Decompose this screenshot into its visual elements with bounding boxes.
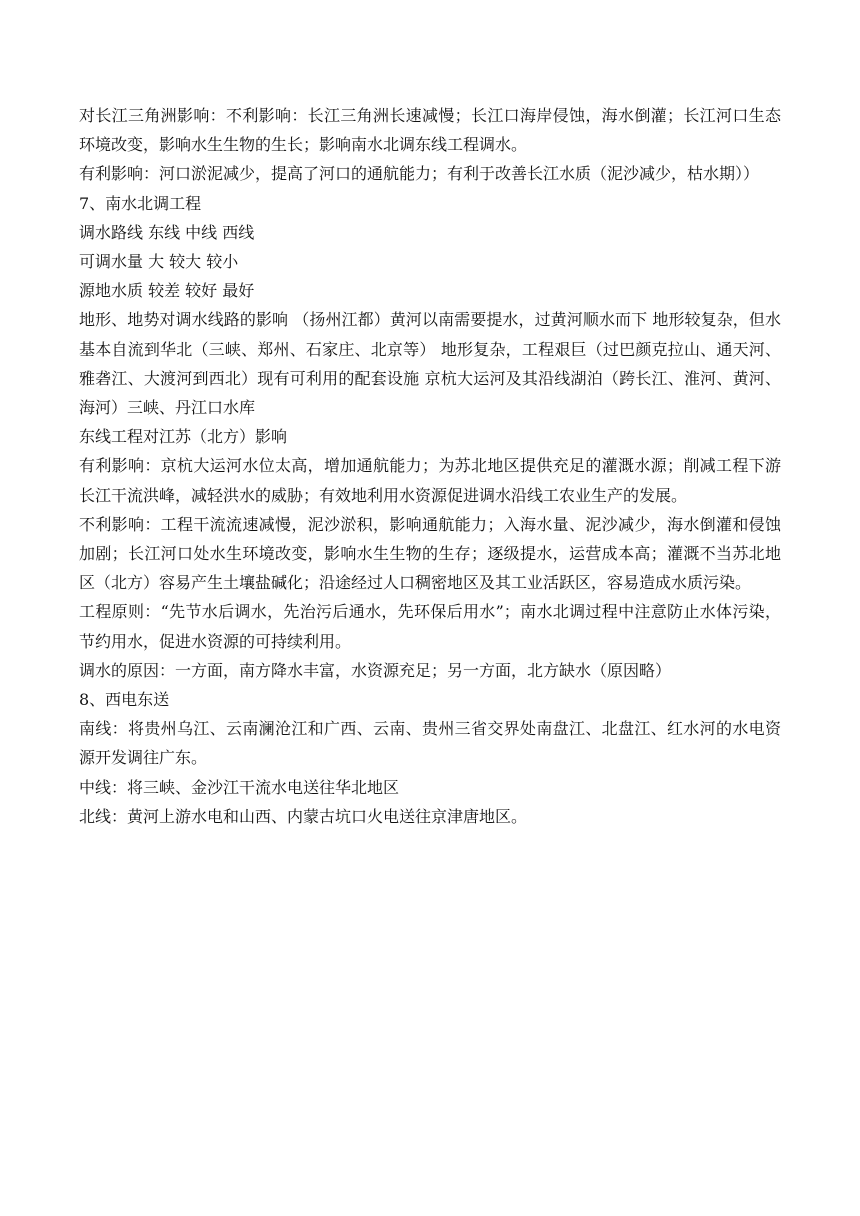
paragraph-middle-line: 中线：将三峡、金沙江干流水电送往华北地区: [79, 777, 400, 797]
section-heading-south-north-water: 7、南水北调工程: [79, 193, 202, 213]
paragraph-east-route-unfavorable: 不利影响：工程干流流速减慢，泥沙淤积，影响通航能力；入海水量、泥沙减少，海水倒灌和侵蚀加剧；长江河口处水生环境改变，影响水生生物的生存；逐级提水，运营成本高；灌溉不当苏北地区（北方）容易产生土壤盐碱化；沿途经过人口稠密地区及其工业活跃区，容易造成水质污染。: [79, 514, 781, 593]
paragraph-favorable-impact: 有利影响：河口淤泥减少，提高了河口的通航能力；有利于改善长江水质（泥沙减少，枯水期））: [79, 164, 760, 184]
document-body: [79, 101, 781, 831]
paragraph-diversion-routes: 调水路线 东线 中线 西线: [79, 222, 255, 242]
paragraph-east-route-favorable: 有利影响：京杭大运河水位太高，增加通航能力；为苏北地区提供充足的灌溉水源；削减工程下游长江干流洪峰，减轻洪水的威胁；有效地利用水资源促进调水沿线工农业生产的发展。: [79, 456, 781, 505]
paragraph-water-volume: 可调水量 大 较大 较小: [79, 252, 239, 272]
paragraph-source-quality: 源地水质 较差 较好 最好: [79, 281, 255, 301]
paragraph-east-route-heading: 东线工程对江苏（北方）影响: [79, 427, 288, 447]
paragraph-yangtze-delta-impact: 对长江三角洲影响：不利影响：长江三角洲长速减慢；长江口海岸侵蚀，海水倒灌；长江河口生态环境改变，影响水生生物的生长；影响南水北调东线工程调水。: [79, 106, 781, 155]
section-heading-west-east-power: 8、西电东送: [79, 690, 170, 710]
paragraph-terrain-impact: 地形、地势对调水线路的影响 （扬州江都）黄河以南需要提水，过黄河顺水而下 地形较复杂，但水基本自流到华北（三峡、郑州、石家庄、北京等） 地形复杂，工程艰巨（过巴颜克拉山、通天河、雅砻江、大渡河到西北）现有可利用的配套设施 京杭大运河及其沿线湖泊（跨长江、淮河、黄河、海河）三峡、丹江口水库: [79, 310, 781, 418]
paragraph-project-principles: 工程原则：“先节水后调水，先治污后通水，先环保后用水”；南水北调过程中注意防止水体污染，节约用水，促进水资源的可持续利用。: [79, 602, 781, 651]
paragraph-south-line: 南线：将贵州乌江、云南澜沧江和广西、云南、贵州三省交界处南盘江、北盘江、红水河的水电资源开发调往广东。: [79, 719, 781, 768]
paragraph-north-line: 北线：黄河上游水电和山西、内蒙古坑口火电送往京津唐地区。: [79, 806, 528, 826]
paragraph-diversion-reasons: 调水的原因：一方面，南方降水丰富，水资源充足；另一方面，北方缺水（原因略）: [79, 660, 672, 680]
